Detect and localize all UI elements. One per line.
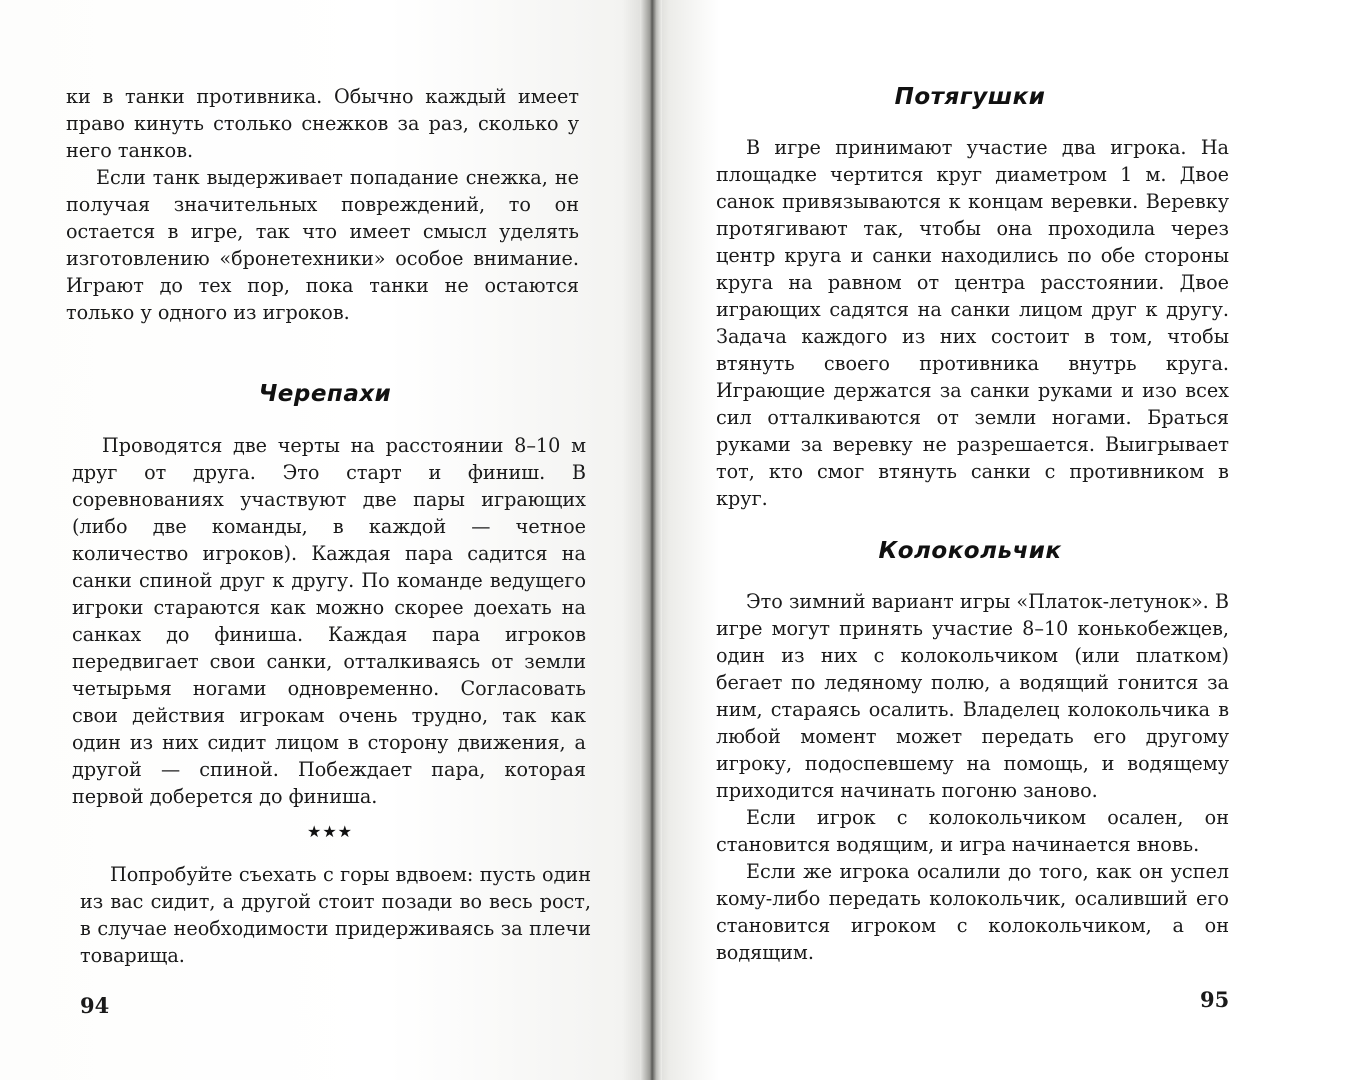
paragraph: Проводятся две черты на расстоянии 8–10 м друг от друга. Это старт и финиш. В соревнованиях участвуют две пары играющих (либо две команды, в каждой — четное количество игроков). Каждая пара садится на санки спиной друг к другу. По команде ведущего игроки стараются как можно скорее доехать на санках до финиша. Каждая пара игроков передвигает свои санки, отталкиваясь от земли четырьмя ногами одновременно. Согласовать свои действия игрокам очень трудно, так как один из них сидит лицом в сторону движения, а другой — спиной. Побеждает пара, которая первой доберется до финиша. [72, 434, 586, 808]
tip-text [80, 861, 591, 969]
kolokolchik-text [716, 588, 1229, 966]
page-number-right: 95 [1200, 987, 1230, 1012]
book-spine [640, 0, 662, 1080]
left-top-text [66, 83, 579, 326]
section-title-cherepakhi: Черепахи [258, 381, 392, 407]
section-title-potyagushki: Потягушки [894, 84, 1046, 110]
page-number-left: 94 [80, 993, 110, 1018]
paragraph: ки в танки противника. Обычно каждый имеет право кинуть столько снежков за раз, сколько у него танков. [66, 85, 579, 162]
cherepakhi-text [72, 432, 586, 810]
paragraph: Если же игрока осалили до того, как он успел кому-либо передать колокольчик, осаливший его становится игроком с колокольчиком, а он водящим. [716, 860, 1229, 964]
section-title-kolokolchik: Колокольчик [878, 538, 1062, 564]
separator-stars: ★★★ [306, 822, 354, 841]
paragraph: Это зимний вариант игры «Платок-летунок». В игре могут принять участие 8–10 конькобежцев, один из них с колокольчиком (или платком) бегает по ледяному полю, а водящий гонится за ним, стараясь осалить. Владелец колокольчика в любой момент может передать его другому игроку, подоспевшему на помощь, и водящему приходится начинать погоню заново. [716, 590, 1229, 802]
left-page [0, 0, 648, 1080]
paragraph: Если игрок с колокольчиком осален, он становится водящим, и игра начинается вновь. [716, 806, 1229, 856]
paragraph: Попробуйте съехать с горы вдвоем: пусть один из вас сидит, а другой стоит позади во весь рост, в случае необходимости придерживаясь за плечи товарища. [80, 863, 591, 967]
paragraph: Если танк выдерживает попадание снежка, не получая значительных повреждений, то он остается в игре, так что имеет смысл уделять изготовлению «бронетехники» особое внимание. Играют до тех пор, пока танки не остаются только у одного из игроков. [66, 166, 579, 324]
paragraph: В игре принимают участие два игрока. На площадке чертится круг диаметром 1 м. Двое санок привязываются к концам веревки. Веревку протягивают так, чтобы она проходила через центр круга и санки находились по обе стороны круга на равном от центра расстоянии. Двое играющих садятся на санки лицом друг к другу. Задача каждого из них состоит в том, чтобы втянуть своего противника внутрь круга. Играющие держатся за санки руками и изо всех сил отталкиваются от земли ногами. Браться руками за веревку не разрешается. Выигрывает тот, кто смог втянуть санки с противником в круг. [716, 136, 1229, 510]
potyagushki-text [716, 134, 1229, 512]
